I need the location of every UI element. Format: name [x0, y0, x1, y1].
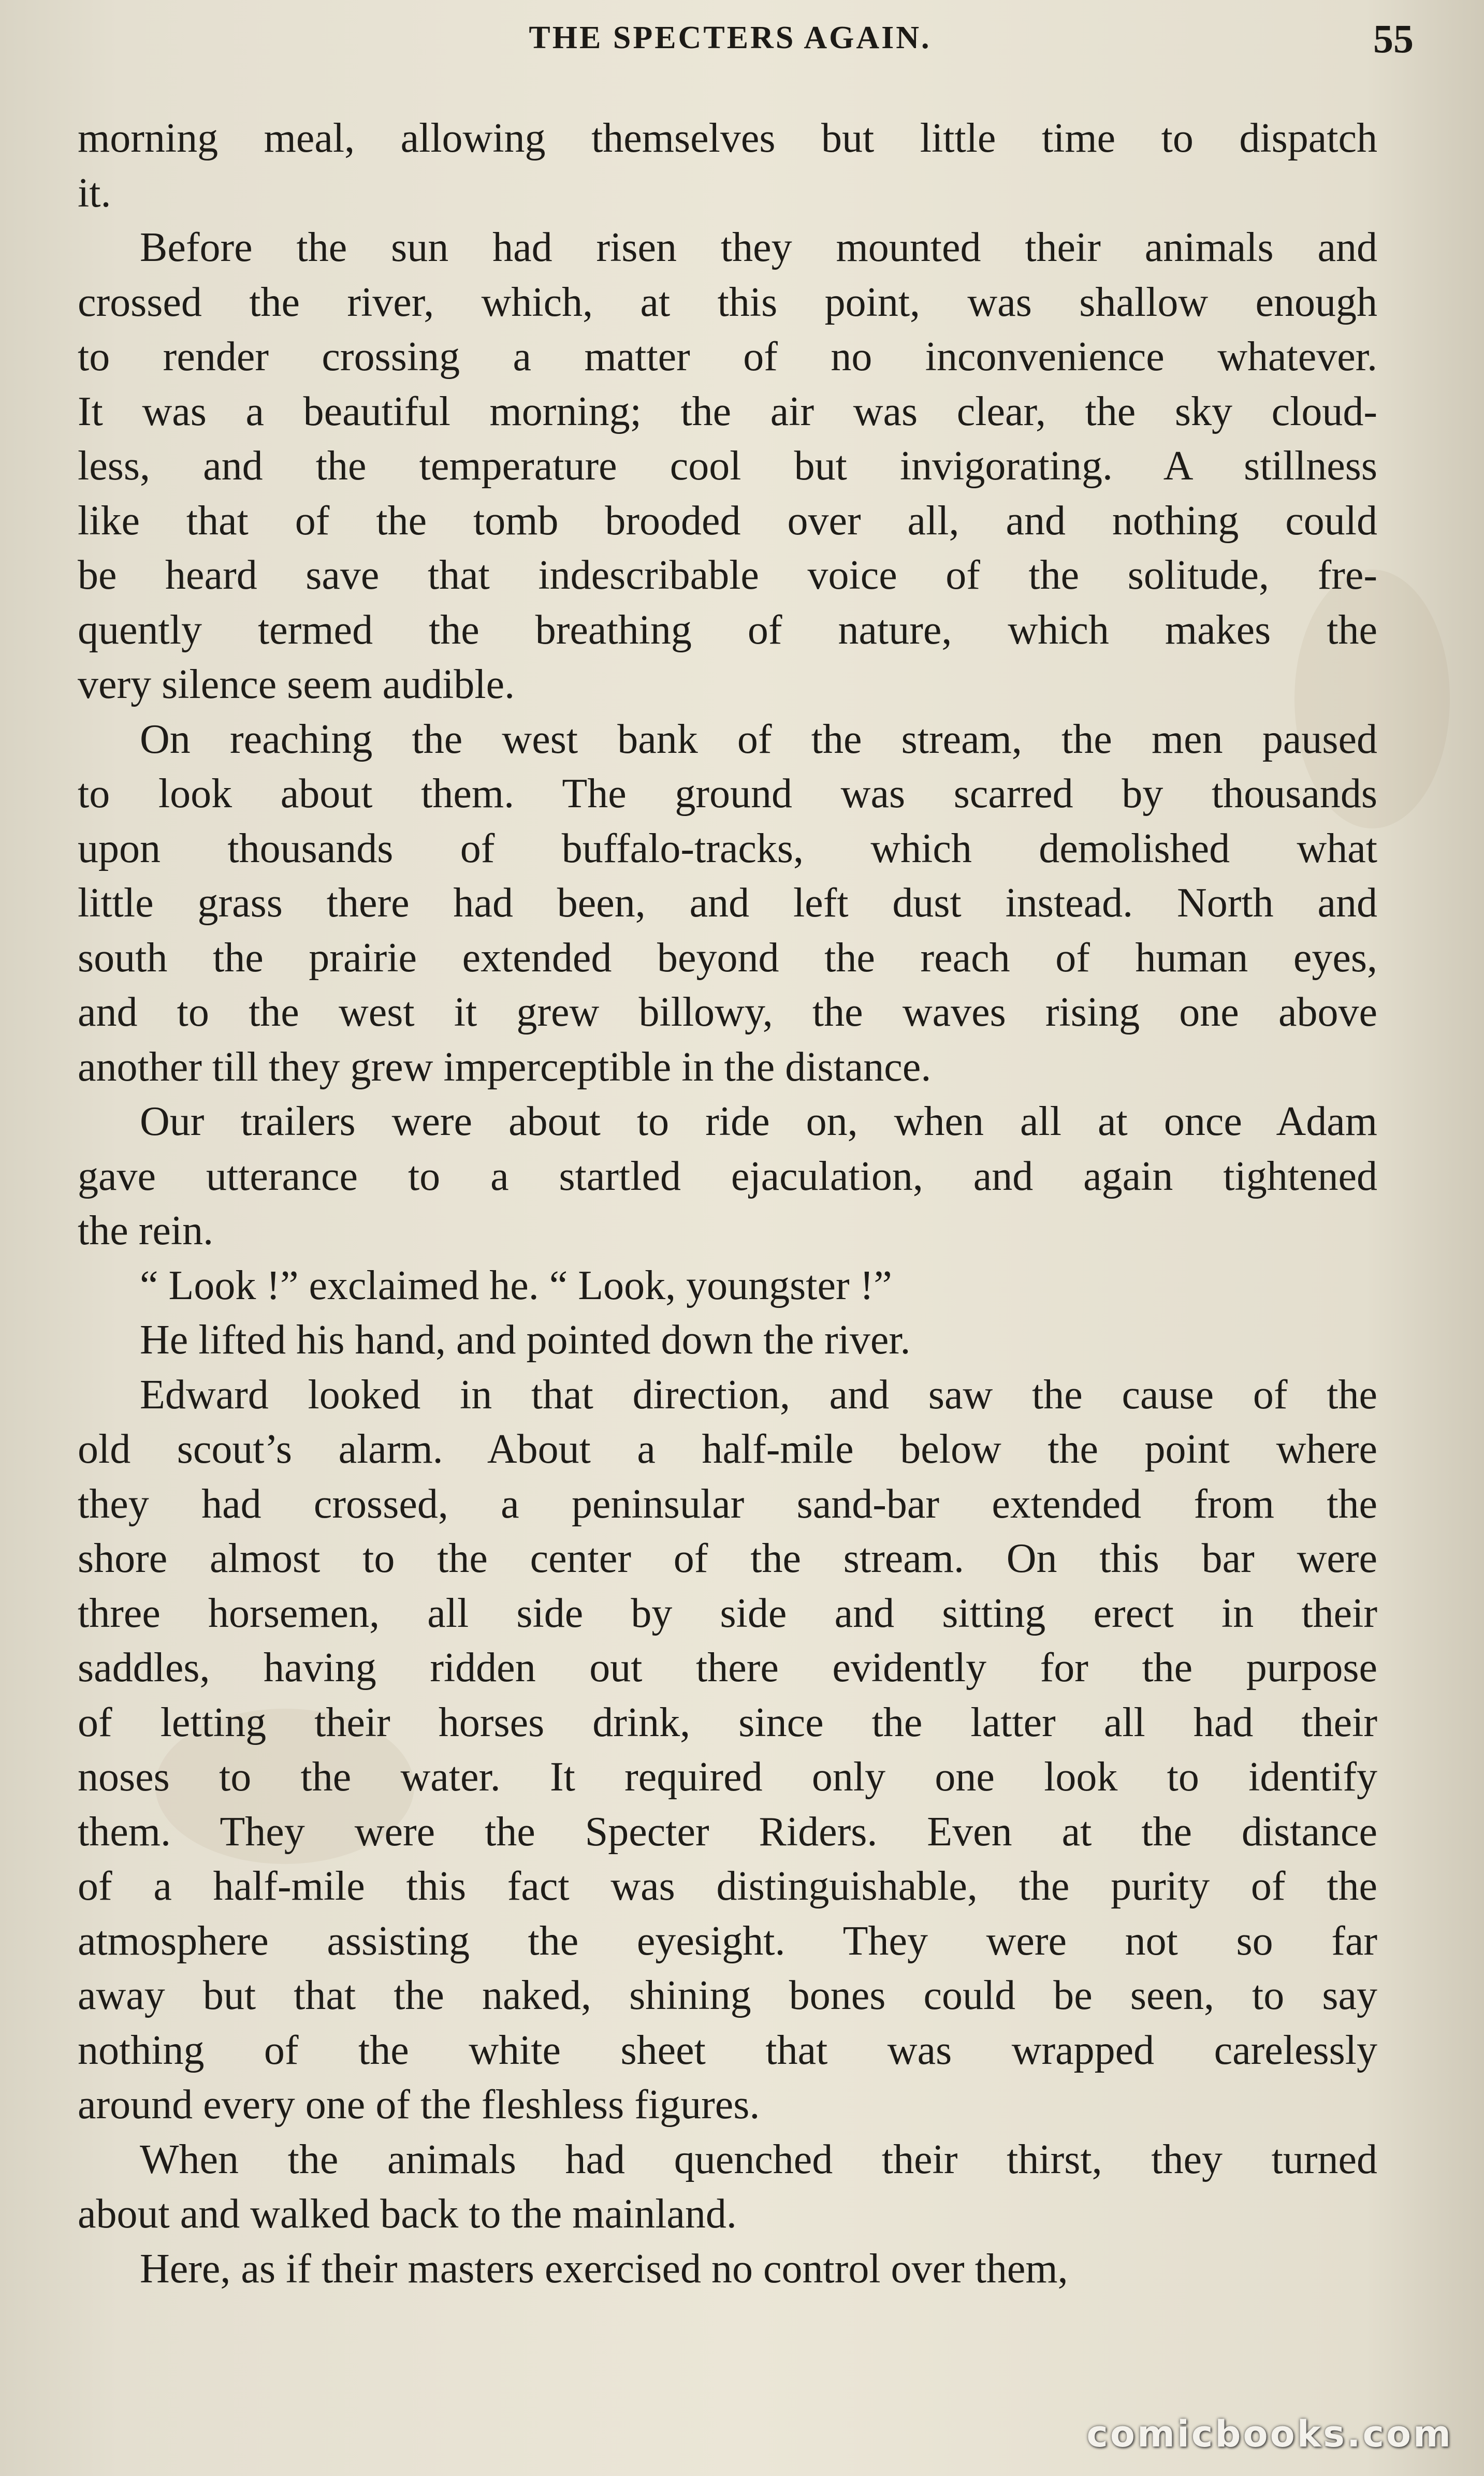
- text-line: Before the sun had risen they mounted their animals and: [140, 225, 1377, 270]
- text-line: to render crossing a matter of no inconvenience whatever.: [78, 334, 1377, 380]
- text-line: them. They were the Specter Riders. Even at the distance: [78, 1809, 1377, 1855]
- paragraph: [78, 712, 1377, 1095]
- text-line: little grass there had been, and left dust instead. North and: [78, 880, 1377, 926]
- text-line: atmosphere assisting the eyesight. They were not so far: [78, 1918, 1377, 1964]
- text-line: gave utterance to a startled ejaculation, and again tightened: [78, 1153, 1377, 1199]
- paragraph: [78, 1259, 1377, 1314]
- text-line: away but that the naked, shining bones could be seen, to say: [78, 1973, 1377, 2018]
- text-line: of a half-mile this fact was distinguishable, the purity of the: [78, 1863, 1377, 1909]
- text-line: saddles, having ridden out there evidently for the purpose: [78, 1645, 1377, 1691]
- running-head: THE SPECTERS AGAIN.: [529, 20, 932, 55]
- text-line: It was a beautiful morning; the air was clear, the sky cloud-: [78, 388, 1377, 434]
- text-line: Here, as if their masters exercised no control over them,: [140, 2246, 1068, 2292]
- paragraph: [78, 1313, 1377, 1368]
- text-line: Our trailers were about to ride on, when all at once Adam: [140, 1099, 1377, 1144]
- text-line: around every one of the fleshless figures.: [78, 2082, 760, 2128]
- text-line: three horsemen, all side by side and sitting erect in their: [78, 1590, 1377, 1636]
- page-header: [78, 16, 1414, 66]
- text-line: crossed the river, which, at this point, was shallow enough: [78, 279, 1377, 325]
- text-line: When the animals had quenched their thirst, they turned: [140, 2136, 1377, 2182]
- text-line: and to the west it grew billowy, the waves rising one above: [78, 989, 1377, 1035]
- body-text: [78, 111, 1377, 2296]
- text-line: He lifted his hand, and pointed down the river.: [140, 1317, 911, 1363]
- text-line: shore almost to the center of the stream. On this bar were: [78, 1536, 1377, 1581]
- text-line: like that of the tomb brooded over all, and nothing could: [78, 498, 1377, 544]
- text-line: be heard save that indescribable voice of the solitude, fre-: [78, 552, 1377, 598]
- text-line: they had crossed, a peninsular sand-bar extended from the: [78, 1481, 1377, 1527]
- text-line: south the prairie extended beyond the reach of human eyes,: [78, 935, 1377, 981]
- text-line: very silence seem audible.: [78, 662, 515, 707]
- text-line: another till they grew imperceptible in the distance.: [78, 1044, 932, 1090]
- paragraph: [78, 221, 1377, 712]
- paragraph: [78, 2242, 1377, 2297]
- paragraph: [78, 2133, 1377, 2242]
- text-line: about and walked back to the mainland.: [78, 2191, 737, 2237]
- text-line: nothing of the white sheet that was wrapped carelessly: [78, 2027, 1377, 2073]
- text-line: the rein.: [78, 1208, 214, 1254]
- text-line: noses to the water. It required only one look to identify: [78, 1754, 1377, 1800]
- text-line: Edward looked in that direction, and saw the cause of the: [140, 1372, 1377, 1418]
- page-number: 55: [1373, 16, 1414, 61]
- text-line: it.: [78, 170, 111, 216]
- text-line: to look about them. The ground was scarred by thousands: [78, 771, 1377, 817]
- text-line: morning meal, allowing themselves but little time to dispatch: [78, 115, 1377, 161]
- text-line: quently termed the breathing of nature, which makes the: [78, 607, 1377, 653]
- text-line: of letting their horses drink, since the latter all had their: [78, 1699, 1377, 1745]
- paragraph: [78, 111, 1377, 221]
- text-line: upon thousands of buffalo-tracks, which demolished what: [78, 825, 1377, 871]
- text-line: “ Look !” exclaimed he. “ Look, youngster !”: [140, 1262, 892, 1308]
- text-line: less, and the temperature cool but invigorating. A stillness: [78, 443, 1377, 489]
- paragraph: [78, 1368, 1377, 2133]
- paragraph: [78, 1095, 1377, 1259]
- watermark: comicbooks.com: [1086, 2413, 1453, 2455]
- text-line: On reaching the west bank of the stream, the men paused: [140, 716, 1377, 762]
- text-line: old scout’s alarm. About a half-mile below the point where: [78, 1426, 1377, 1472]
